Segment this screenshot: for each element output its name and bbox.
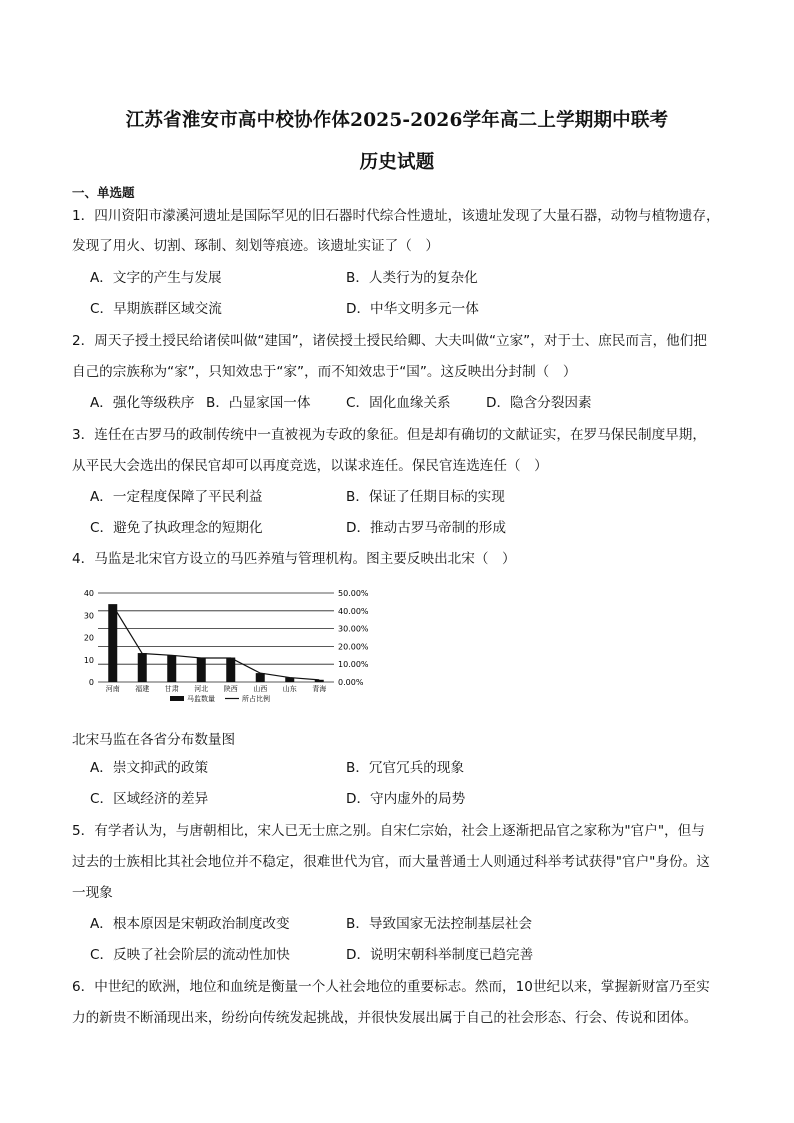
right-axis-tick-label: 40.00% [338, 606, 369, 616]
question-2-option-a[interactable]: A．强化等级秩序 [90, 395, 195, 411]
question-3-option-b[interactable]: B．保证了任期目标的实现 [346, 489, 505, 505]
right-axis-tick-label: 50.00% [338, 589, 369, 598]
left-axis-tick-label: 10 [83, 655, 94, 665]
page-subtitle: 历史试题 [359, 152, 435, 173]
question-5-text-line-2: 过去的士族相比其社会地位并不稳定，很难世代为官，而大量普通士人则通过科举考试获得"官户"身份。这 [72, 854, 710, 870]
question-2-option-c[interactable]: C．固化血缘关系 [346, 395, 451, 411]
legend-label: 所占比例 [242, 695, 270, 703]
right-axis-tick-label: 10.00% [338, 660, 369, 670]
question-3-option-d[interactable]: D．推动古罗马帝制的形成 [346, 520, 506, 536]
question-2-option-d[interactable]: D．隐含分裂因素 [486, 395, 592, 411]
question-1-option-d[interactable]: D．中华文明多元一体 [346, 301, 479, 317]
question-2-text-line-1: 2．周天子授土授民给诸侯叫做“建国”，诸侯授土授民给卿、大夫叫做“立家”，对于士、庶民而言，他们把 [72, 333, 707, 349]
question-2-text-line-2: 自己的宗族称为“家”，只知效忠于“家”，而不知效忠于“国”。这反映出分封制（ ） [72, 364, 577, 380]
right-axis-tick-label: 30.00% [338, 624, 369, 634]
question-3-option-a[interactable]: A．一定程度保障了平民利益 [90, 489, 263, 505]
bar [167, 655, 176, 682]
question-4-option-a[interactable]: A．崇文抑武的政策 [90, 760, 209, 776]
horse-farm-distribution-chart [72, 585, 382, 710]
bar [197, 658, 206, 682]
question-3-text-line-1: 3．连任在古罗马的政制传统中一直被视为专政的象征。但是却有确切的文献证实，在罗马保民制度早期， [72, 427, 706, 443]
x-axis-tick-label: 河南 [105, 685, 120, 693]
question-3-text-line-2: 从平民大会选出的保民官却可以再度竞选，以谋求连任。保民官连选连任（ ） [72, 458, 548, 474]
question-5-option-b[interactable]: B．导致国家无法控制基层社会 [346, 916, 533, 932]
section-heading: 一、单选题 [72, 185, 135, 200]
question-6-text-line-1: 6．中世纪的欧洲，地位和血统是衡量一个人社会地位的重要标志。然而，10世纪以来，掌握新财富乃至实 [72, 979, 710, 995]
left-axis-tick-label: 40 [83, 589, 94, 598]
x-axis-tick-label: 福建 [135, 685, 150, 693]
question-4-option-c[interactable]: C．区域经济的差异 [90, 791, 209, 807]
bar [226, 658, 235, 682]
question-2-option-b[interactable]: B．凸显家国一体 [206, 395, 311, 411]
question-4-option-d[interactable]: D．守内虚外的局势 [346, 791, 466, 807]
question-1-option-c[interactable]: C．早期族群区域交流 [90, 301, 222, 317]
question-5-option-c[interactable]: C．反映了社会阶层的流动性加快 [90, 947, 290, 963]
left-axis-tick-label: 0 [88, 678, 94, 687]
question-1-option-a[interactable]: A．文字的产生与发展 [90, 270, 222, 286]
question-3-option-c[interactable]: C．避免了执政理念的短期化 [90, 520, 263, 536]
question-5-text-line-1: 5．有学者认为，与唐朝相比，宋人已无士庶之别。自宋仁宗始，社会上逐渐把品官之家称为"官户"，但与 [72, 823, 705, 839]
question-5-text-line-3: 一现象 [72, 885, 113, 901]
bar [256, 673, 265, 682]
x-axis-tick-label: 陕西 [223, 685, 238, 693]
left-axis-tick-label: 20 [83, 633, 94, 643]
right-axis-tick-label: 20.00% [338, 642, 369, 652]
bar [108, 604, 117, 682]
question-1-text-line-1: 1．四川资阳市濛溪河遗址是国际罕见的旧石器时代综合性遗址，该遗址发现了大量石器，动物与植物遗存， [72, 208, 720, 224]
question-6-text-line-2: 力的新贵不断涌现出来，纷纷向传统发起挑战，并很快发展出属于自己的社会形态、行会、传说和团体。 [72, 1010, 698, 1026]
x-axis-tick-label: 山东 [282, 685, 297, 693]
legend-bar-swatch [170, 696, 184, 701]
question-4-option-b[interactable]: B．冗官冗兵的现象 [346, 760, 465, 776]
x-axis-tick-label: 甘肃 [164, 685, 179, 693]
question-1-option-b[interactable]: B．人类行为的复杂化 [346, 270, 478, 286]
left-axis-tick-label: 30 [83, 611, 94, 621]
question-5-option-a[interactable]: A．根本原因是宋朝政治制度改变 [90, 916, 290, 932]
x-axis-tick-label: 山西 [253, 685, 268, 693]
question-5-option-d[interactable]: D．说明宋朝科举制度已趋完善 [346, 947, 534, 963]
legend-label: 马监数量 [187, 695, 215, 703]
bar [138, 653, 147, 682]
right-axis-tick-label: 0.00% [338, 678, 364, 687]
question-4-text-line-1: 4．马监是北宋官方设立的马匹养殖与管理机构。图主要反映出北宋（ ） [72, 551, 516, 567]
x-axis-tick-label: 青海 [312, 685, 327, 693]
chart-caption: 北宋马监在各省分布数量图 [72, 732, 236, 748]
page-title: 江苏省淮安市高中校协作体2025-2026学年高二上学期期中联考 [125, 110, 669, 131]
x-axis-tick-label: 河北 [194, 685, 209, 693]
question-1-text-line-2: 发现了用火、切割、琢制、刻划等痕迹。该遗址实证了（ ） [72, 238, 440, 254]
